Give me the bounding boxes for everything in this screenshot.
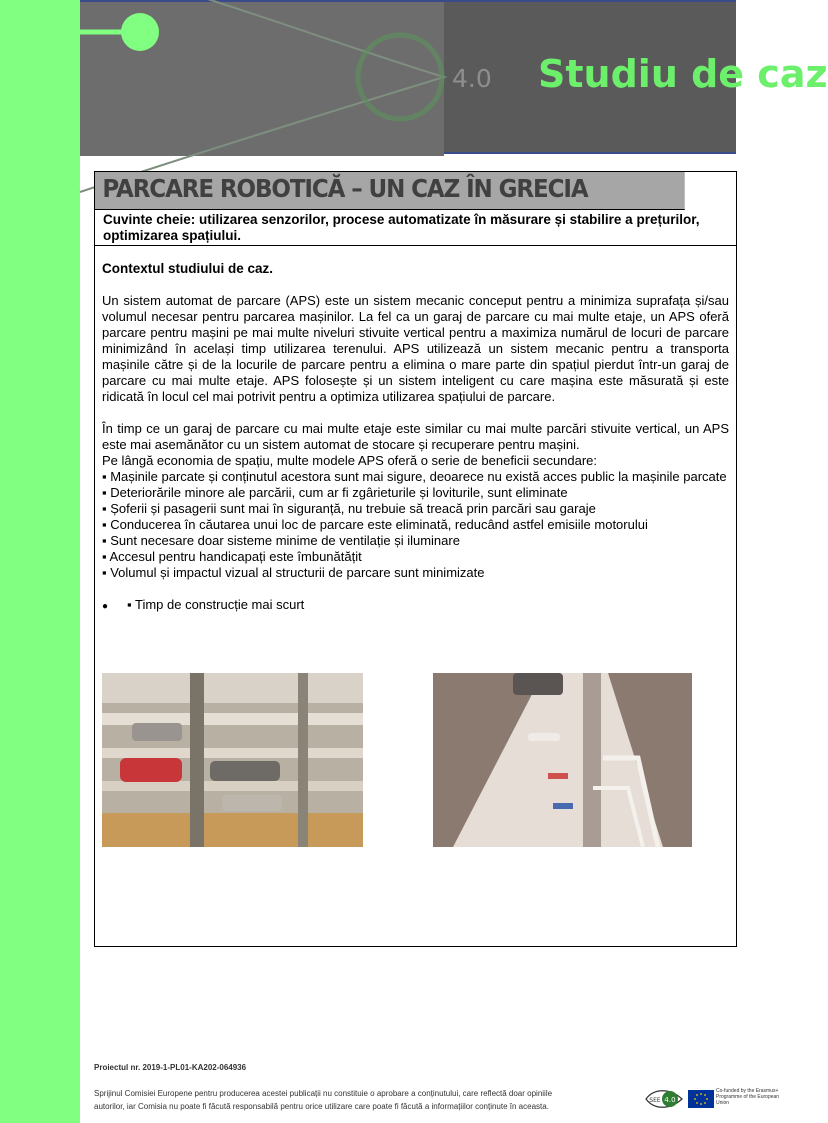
section-heading: Contextul studiului de caz. — [102, 261, 274, 276]
left-green-bar — [0, 0, 80, 1123]
svg-text:4.0: 4.0 — [664, 1096, 676, 1104]
benefit-item-last — [102, 597, 729, 615]
parking-photo-shaft — [433, 673, 692, 847]
photo-row — [102, 673, 722, 849]
benefit-item: ▪ Volumul și impactul vizual al structurii de parcare sunt minimizate — [102, 565, 485, 580]
see-logo-icon — [644, 1086, 684, 1112]
benefit-item-text: ▪ Timp de construcție mai scurt — [127, 597, 305, 612]
page-header — [80, 0, 828, 154]
eu-cofunded-text: Co-funded by the Erasmus+ Programme of the European Union — [716, 1088, 780, 1106]
bullet-dot-icon: ● — [102, 601, 109, 612]
paragraph-aps-definition: Un sistem automat de parcare (APS) este un sistem mecanic conceput pentru a minimiza suprafața și/sau volumul necesar pentru parcarea mașinilor. La fel ca un garaj de parcare cu mai multe etaje, un APS oferă parcare pentru mașini pe mai multe niveluri stivuite vertical pentru a maximiza numărul de locuri de parcare minimizând în același timp utilizarea terenului. APS utilizează un sistem mecanic pentru a transporta mașinile către și de la locurile de parcare pentru a elimina o mare parte din spațiul pierdut într-un garaj de parcare cu mai multe etaje. APS folosește și un sistem inteligent cu care mașina este măsurată și este ridicată în locul cel mai potrivit pentru a optimiza utilizarea spațiului de parcare. — [102, 293, 729, 404]
eu-disclaimer: Sprijinul Comisiei Europene pentru producerea acestei publicații nu constituie o aprobare a conținutului, care reflectă doar opiniile autorilor, iar Comisia nu poate fi făcută responsabilă pentru orice utilizare care poate fi făcută a informațiilor conținute în aceasta. — [94, 1089, 553, 1111]
logo-text: 4.0 — [452, 64, 492, 93]
benefit-item: ▪ Mașinile parcate și conținutul acestora sunt mai sigure, deoarece nu există acces public la mașinile parcate — [102, 469, 727, 484]
project-number: Proiectul nr. 2019-1-PL01-KA202-064936 — [94, 1063, 247, 1072]
benefit-item: ▪ Sunt necesare doar sisteme minime de ventilație și iluminare — [102, 533, 460, 548]
benefit-item: ▪ Conducerea în căutarea unui loc de parcare este eliminată, reducând astfel emisiile motorului — [102, 517, 648, 532]
parking-photo-interior — [102, 673, 363, 847]
paragraph-benefits-intro: Pe lângă economia de spațiu, multe modele APS oferă o serie de beneficii secundare: — [102, 453, 598, 468]
paragraph-aps-comparison: În timp ce un garaj de parcare cu mai multe etaje este similar cu mai multe parcări stivuite vertical, un APS este mai asemănător cu un sistem automat de stocare și recuperare pentru mașini. — [102, 421, 729, 452]
svg-text:SEE: SEE — [649, 1097, 661, 1104]
keywords: Cuvinte cheie: utilizarea senzorilor, procese automatizate în măsurare și stabilire a prețurilor, optimizarea spațiului. — [95, 210, 736, 246]
benefit-item: ▪ Șoferii și pasagerii sunt mai în siguranță, nu trebuie să treacă prin parcări sau garaje — [102, 501, 596, 516]
benefit-item: ▪ Accesul pentru handicapați este îmbunătățit — [102, 549, 362, 564]
footer-logos — [644, 1086, 784, 1112]
benefit-item: ▪ Deteriorările minore ale parcării, cum ar fi zgârieturile și loviturile, sunt eliminate — [102, 485, 568, 500]
case-content — [95, 246, 736, 615]
page-title: Studiu de caz — [538, 52, 828, 96]
eu-flag-icon — [688, 1090, 714, 1108]
case-study-box — [94, 171, 737, 947]
case-title: PARCARE ROBOTICĂ – UN CAZ ÎN GRECIA — [95, 172, 685, 210]
